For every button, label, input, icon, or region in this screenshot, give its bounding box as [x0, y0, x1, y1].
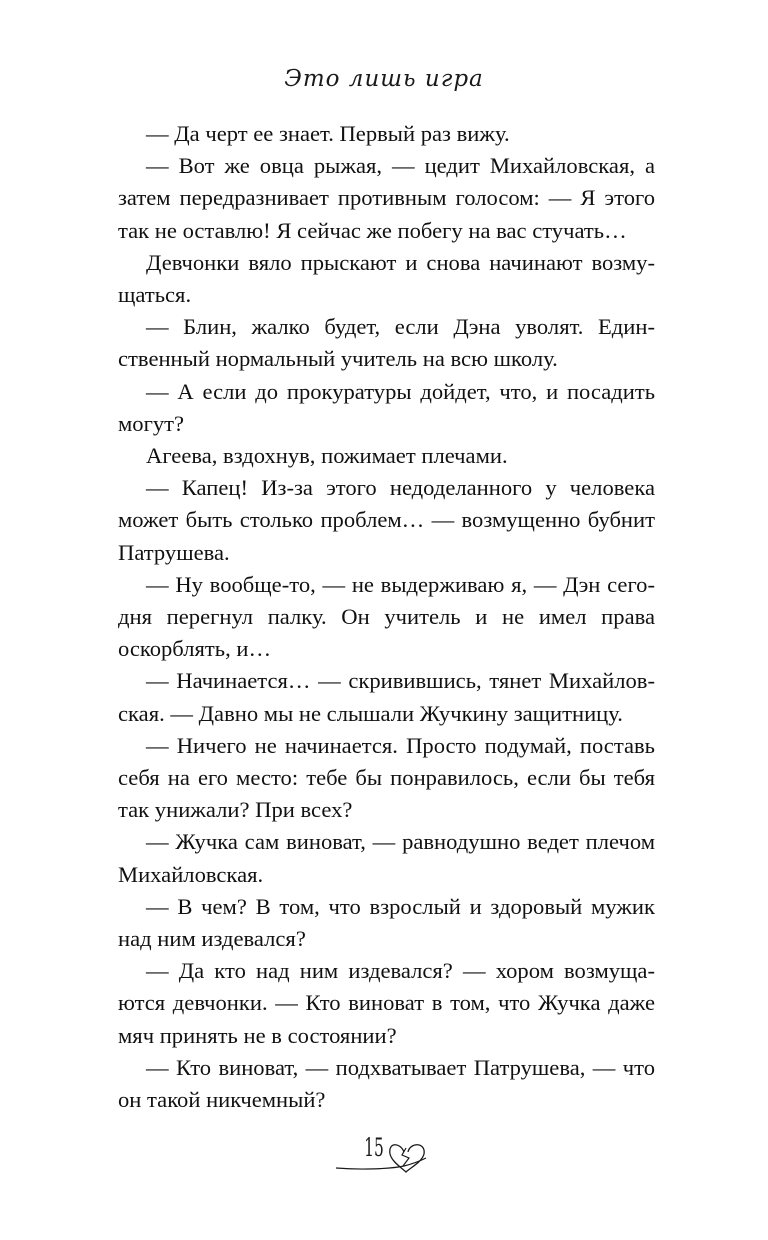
paragraph: — Жучка сам виноват, — равнодушно ведет плечом Михайловская. [118, 829, 655, 887]
paragraph: — Да кто над ним издевался? — хором возмущаются девчонки. — Кто виноват в том, что Жучка даже мяч принять не в состоянии? [118, 958, 655, 1048]
paragraph: — Капец! Из-за этого недоделанного у человека может быть столько проблем… — возмущенно бубнит Патрушева. [118, 475, 655, 565]
page-number: 15 [364, 1133, 384, 1162]
paragraph: — Да черт ее знает. Первый раз вижу. [146, 121, 510, 146]
paragraph: — Вот же овца рыжая, — цедит Михайловская, а затем передразнивает противным голосом: — Я этого так не оставлю! Я сейчас же побегу на вас стучать… [118, 153, 655, 243]
paragraph: — Блин, жалко будет, если Дэна уволят. Единственный нормальный учитель на всю школу. [118, 314, 655, 372]
paragraph: — Кто виноват, — подхватывает Патрушева, — что он такой никчемный? [118, 1054, 655, 1113]
paragraph: — В чем? В том, что взрослый и здоровый мужик над ним издевался? [118, 893, 655, 952]
paragraph: — Начинается… — скривившись, тянет Михайловская. — Давно мы не слышали Жучкину защитницу. [118, 668, 655, 726]
paragraph: Агеева, вздохнув, пожимает плечами. [146, 443, 508, 469]
paragraph: — Ну вообще-то, — не выдерживаю я, — Дэн сегодня перегнул палку. Он учитель и не имел права оскорблять, и… [118, 571, 655, 662]
paragraph: — А если до прокуратуры дойдет, что, и посадить могут? [118, 378, 655, 436]
paragraph: — Ничего не начинается. Просто подумай, поставь себя на его место: тебе бы понравилось, если бы тебя так унижали? При всех? [118, 732, 655, 823]
body-text [118, 118, 655, 1116]
running-title: Это лишь игра [284, 66, 484, 92]
paragraph: Девчонки вяло прыскают и снова начинают возмущаться. [118, 249, 655, 308]
